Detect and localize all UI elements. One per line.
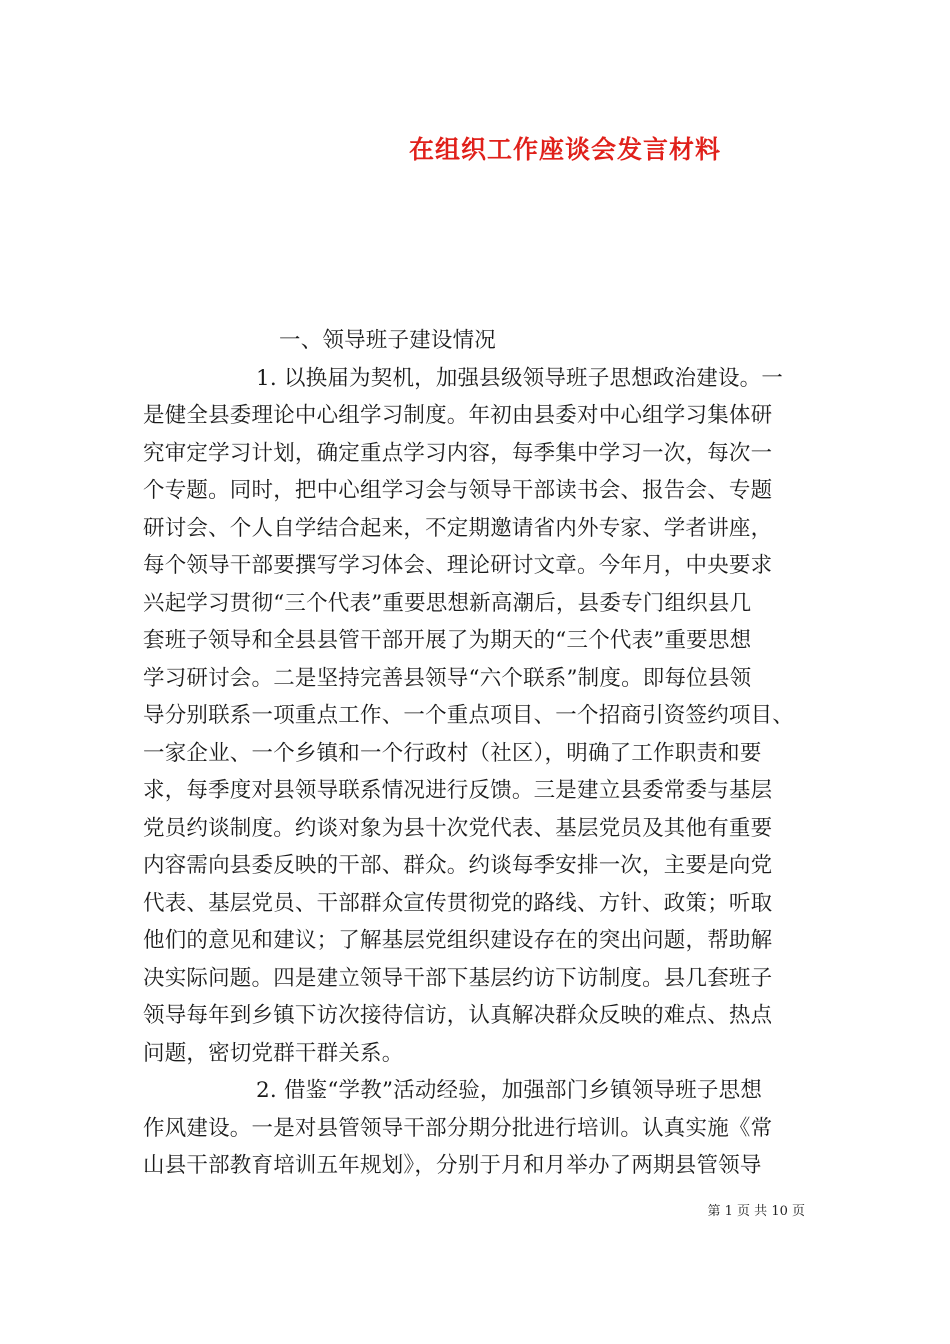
body-line: 兴起学习贯彻“三个代表”重要思想新高潮后，县委专门组织县几 [143, 590, 752, 616]
body-line: 个专题。同时，把中心组学习会与领导干部读书会、报告会、专题 [143, 478, 773, 503]
body-line: 他们的意见和建议；了解基层党组织建设存在的突出问题，帮助解 [143, 928, 773, 953]
body-line: 领导每年到乡镇下访次接待信访，认真解决群众反映的难点、热点 [143, 1003, 773, 1028]
body-line: 学习研讨会。二是坚持完善县领导“六个联系”制度。即每位县领 [143, 665, 752, 691]
body-line: 问题，密切党群干群关系。 [143, 1040, 404, 1066]
body-line: 代表、基层党员、干部群众宣传贯彻党的路线、方针、政策；听取 [143, 890, 773, 916]
body-line: 1. 以换届为契机，加强县级领导班子思想政治建设。一 [256, 365, 784, 391]
body-line: 内容需向县委反映的干部、群众。约谈每季安排一次，主要是向党 [143, 853, 773, 878]
document-body [143, 322, 808, 1185]
body-line: 2. 借鉴“学教”活动经验，加强部门乡镇领导班子思想 [256, 1078, 763, 1103]
body-line: 决实际问题。四是建立领导干部下基层约访下访制度。县几套班子 [143, 965, 773, 991]
body-line: 导分别联系一项重点工作、一个重点项目、一个招商引资签约项目、 [143, 703, 795, 728]
body-line: 山县干部教育培训五年规划》，分别于月和月举办了两期县管领导 [143, 1153, 762, 1178]
section-heading: 一、领导班子建设情况 [279, 328, 497, 353]
body-line: 作风建设。一是对县管领导干部分期分批进行培训。认真实施《常 [143, 1115, 773, 1141]
body-line: 是健全县委理论中心组学习制度。年初由县委对中心组学习集体研 [143, 403, 773, 428]
body-line: 求，每季度对县领导联系情况进行反馈。三是建立县委常委与基层 [143, 778, 773, 803]
body-line: 党员约谈制度。约谈对象为县十次党代表、基层党员及其他有重要 [143, 815, 773, 841]
body-line: 究审定学习计划，确定重点学习内容，每季集中学习一次，每次一 [143, 440, 773, 466]
page-number-footer: 第 1 页 共 10 页 [707, 1204, 805, 1219]
body-line: 一家企业、一个乡镇和一个行政村（社区），明确了工作职责和要 [143, 740, 762, 766]
body-line: 每个领导干部要撰写学习体会、理论研讨文章。今年月，中央要求 [143, 553, 773, 578]
body-line: 套班子领导和全县县管干部开展了为期天的“三个代表”重要思想 [143, 628, 752, 653]
document-title: 在组织工作座谈会发言材料 [408, 135, 721, 164]
body-line: 研讨会、个人自学结合起来，不定期邀请省内外专家、学者讲座， [143, 515, 773, 541]
